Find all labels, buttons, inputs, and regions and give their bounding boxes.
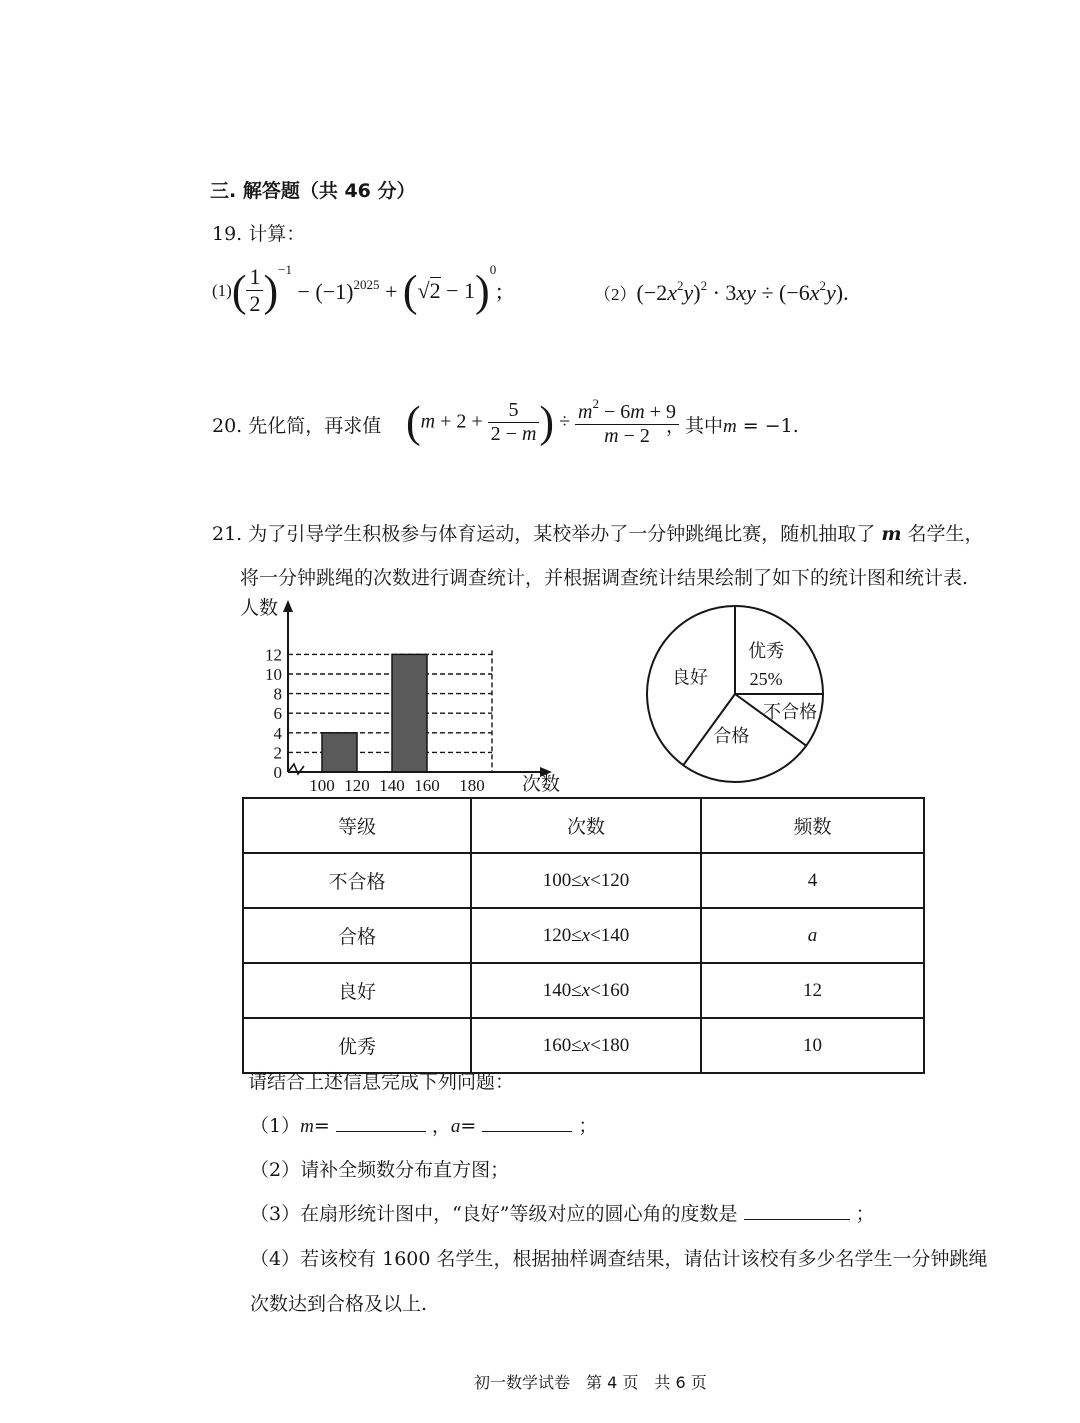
x-tick-label: 160	[414, 776, 440, 795]
y-axis-arrow-icon	[283, 600, 293, 612]
pie-slice-label: 合格	[713, 725, 750, 746]
answer-blank-m[interactable]	[336, 1131, 426, 1132]
q21-prompt: 请结合上述信息完成下列问题：	[248, 1071, 515, 1093]
y-tick-label: 8	[273, 684, 282, 704]
q21-sub4-line1: （4）若该校有 1600 名学生，根据抽样调查结果，请估计该校有多少名学生一分钟跳绳	[250, 1248, 988, 1270]
table-cell-grade: 优秀	[243, 1018, 471, 1073]
table-header-freq: 频数	[701, 798, 924, 853]
x-tick-label: 140	[379, 776, 405, 795]
page-footer: 初一数学试卷 第 4 页 共 6 页	[474, 1373, 707, 1392]
q21-sub3: （3）在扇形统计图中，“良好”等级对应的圆心角的度数是 ；	[250, 1203, 875, 1225]
table-row	[243, 853, 924, 908]
table-cell-range: 120≤x<140	[471, 908, 701, 963]
histogram-grid	[288, 650, 492, 772]
table-cell-range: 160≤x<180	[471, 1018, 701, 1073]
grade-table	[242, 797, 925, 1074]
q19-part1-label: (1)	[212, 280, 232, 300]
q19-part2: $(2)(-2x^2y)^2 \cdot 3xy \div (-6x^2y)$.	[594, 278, 849, 305]
q19-part1: (1)( $\frac{1}{2}$ )$^{-1} - (-1)^{2025} + (√2 - 1)^0$;	[212, 262, 503, 317]
table-header-count: 次数	[471, 798, 701, 853]
histogram-bar	[392, 654, 427, 772]
table-cell-range: 140≤x<160	[471, 963, 701, 1018]
histogram-x-ticks	[309, 776, 485, 795]
pie-chart	[636, 596, 836, 792]
q21-sub1: （1）m= ，a= ；	[250, 1115, 598, 1137]
pie-slice-label: 良好	[671, 667, 708, 688]
histogram-y-label: 人数	[240, 598, 279, 619]
table-cell-freq: 4	[701, 853, 924, 908]
table-row	[243, 1018, 924, 1073]
y-tick-label: 6	[273, 704, 282, 724]
histogram	[232, 596, 572, 798]
table-header-row	[243, 798, 924, 853]
y-tick-label: 0	[273, 763, 282, 782]
y-tick-label: 4	[273, 723, 282, 743]
q20-label: 20. 先化简，再求值	[212, 415, 382, 437]
answer-blank-a[interactable]	[482, 1131, 572, 1132]
answer-blank-angle[interactable]	[744, 1219, 850, 1220]
histogram-bar	[322, 733, 357, 772]
q21-sub4-line2: 次数达到合格及以上.	[250, 1293, 428, 1315]
x-tick-label: 120	[344, 776, 370, 795]
pie-slice-label: 不合格	[763, 701, 818, 722]
table-cell-grade: 良好	[243, 963, 471, 1018]
x-tick-label: 100	[309, 776, 335, 795]
q21-line2: 将一分钟跳绳的次数进行调查统计，并根据调查统计结果绘制了如下的统计图和统计表.	[240, 567, 969, 589]
q19-label: 19. 计算：	[212, 223, 306, 245]
histogram-x-label: 次数	[522, 774, 561, 795]
table-cell-freq: a	[701, 908, 924, 963]
table-row	[243, 963, 924, 1018]
q21-sub2: （2）请补全频数分布直方图；	[250, 1159, 510, 1181]
table-row	[243, 908, 924, 963]
table-cell-freq: 12	[701, 963, 924, 1018]
pie-slice-percent: 25%	[749, 668, 783, 689]
table-cell-grade: 不合格	[243, 853, 471, 908]
q20-expression: (m + 2 + $\frac{5}{2 - m}$ ) ÷ $\frac{m^2 - 6m + 9}{m - 2}$	[406, 396, 679, 448]
q21-line1: 21. 为了引导学生积极参与体育运动，某校举办了一分钟跳绳比赛，随机抽取了 m 名学生，	[212, 523, 984, 545]
q19-part2-label: （2）	[594, 285, 637, 304]
y-tick-label: 12	[265, 645, 282, 665]
y-tick-label: 10	[265, 665, 282, 684]
pie-slice-label: 优秀	[748, 640, 785, 661]
y-tick-label: 2	[273, 743, 282, 763]
x-tick-label: 180	[459, 776, 485, 795]
table-cell-grade: 合格	[243, 908, 471, 963]
table-cell-range: 100≤x<120	[471, 853, 701, 908]
table-cell-freq: 10	[701, 1018, 924, 1073]
histogram-y-ticks	[265, 645, 283, 782]
section-title: 三. 解答题（共 46 分）	[210, 180, 416, 202]
q20-condition: ，其中m = −1.	[666, 415, 799, 437]
table-header-grade: 等级	[243, 798, 471, 853]
